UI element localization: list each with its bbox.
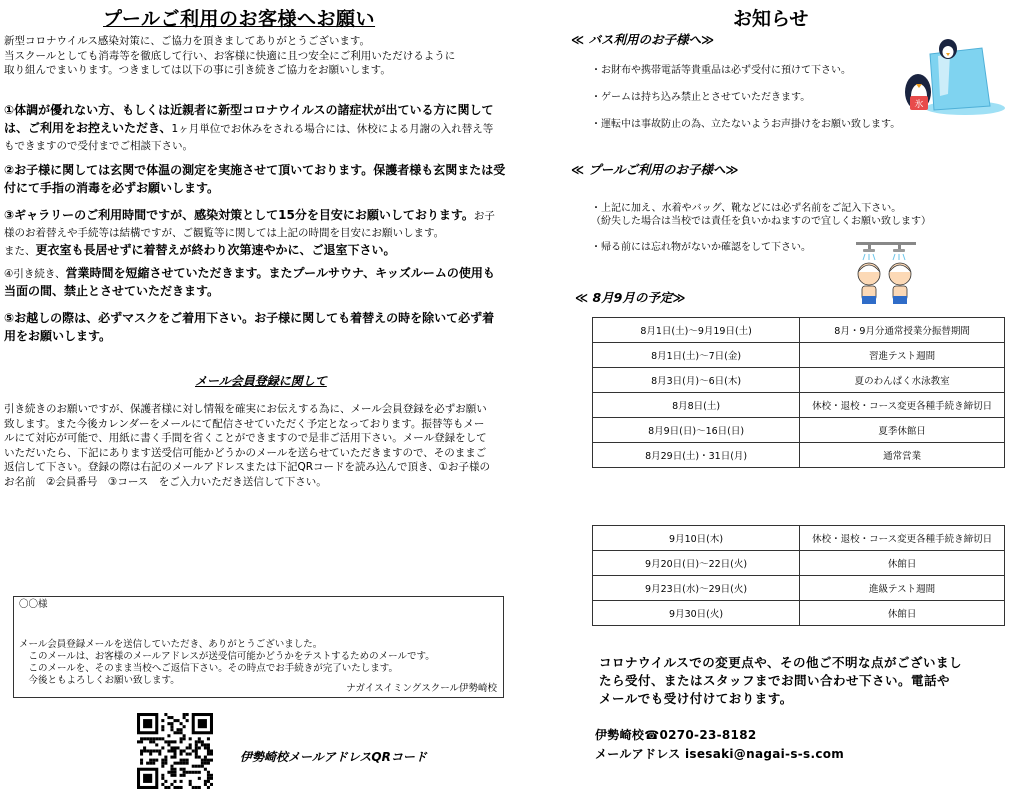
email-body-line: このメールを、そのまま当校へご返信下さい。その時点でお手続きが完了いたします。: [19, 663, 399, 674]
schedule-row: [593, 343, 1005, 368]
mail-para-line: 引き続きのお願いですが、保護者様に対し情報を確実にお伝えする為に、メール会員登録を必ずお願い: [4, 403, 487, 415]
email-address: メールアドレス isesaki@nagai-s-s.com: [595, 747, 845, 761]
event-cell: 8月・9月分通常授業分振替期間: [800, 318, 1005, 343]
intro-line: 当スクールとしても消毒等を徹底して行い、お客様に快適に且つ安全にご利用いただけるように: [4, 49, 456, 62]
penguins-on-ice-illustration: [890, 34, 1008, 116]
schedule-row: [593, 393, 1005, 418]
schedule-section-heading: ≪ 8月9月の予定≫: [575, 290, 686, 305]
email-body-line: このメールは、お客様のメールアドレスが送受信可能かどうかをテストするためのメールです。: [19, 651, 435, 662]
contact-line: コロナウイルスでの変更点や、その他ご不明な点がございまし: [599, 655, 963, 670]
mail-para-line: いただいたら、下記にあります送受信可能かどうかのメールを送らせていただきますので、そのままご: [4, 446, 487, 459]
request-text: 更衣室も長居せずに着替えが終わり次第速やかに、ご退室下さい。: [35, 243, 396, 257]
event-cell: 休館日: [800, 601, 1005, 626]
date-cell: 9月23日(水)～29日(火): [593, 576, 800, 601]
request-text: お子: [473, 210, 495, 222]
mail-para-line: お名前 ②会員番号 ③コース をご入力いただき送信して下さい。: [4, 475, 327, 488]
contact-line: メールでも受け付けております。: [599, 691, 793, 706]
mail-para-line: ルにて対応が可能で、用紙に書く手間を省くことができますので是非ご活用下さい。メール登録をして: [4, 432, 487, 444]
request-text: 用をお願いします。: [4, 329, 112, 343]
pool-section-heading: ≪ プールご利用のお子様へ≫: [571, 162, 739, 177]
schedule-row: [593, 526, 1005, 551]
pool-item-line: （紛失した場合は当校では責任を負いかねますので宜しくお願い致します）: [591, 216, 931, 227]
date-cell: 8月3日(月)～6日(木): [593, 368, 800, 393]
event-cell: 休校・退校・コース変更各種手続き締切日: [800, 393, 1005, 418]
event-cell: 進級テスト週間: [800, 576, 1005, 601]
request-text: 当面の間、禁止とさせていただきます。: [4, 284, 220, 298]
september-schedule-table: [592, 525, 1005, 626]
bus-section-heading: ≪ バス利用のお子様へ≫: [571, 32, 715, 47]
event-cell: 通常営業: [800, 443, 1005, 468]
request-text: 付にて手指の消毒を必ずお願いします。: [4, 181, 220, 195]
pool-item-line: ・上記に加え、水着やバッグ、靴などには必ず名前をご記入下さい。: [591, 203, 902, 214]
intro-paragraph: [4, 34, 504, 78]
schedule-row: [593, 368, 1005, 393]
sample-email-box: [13, 596, 504, 698]
email-signature: ナガイスイミングスクール伊勢崎校: [346, 683, 497, 694]
notice-title: お知らせ: [733, 8, 809, 30]
event-cell: 夏のわんぱく水泳教室: [800, 368, 1005, 393]
pool-item: ・帰る前には忘れ物がないか確認をして下さい。: [591, 242, 811, 253]
event-cell: 夏季休館日: [800, 418, 1005, 443]
request-text: ②お子様に関しては玄関で体温の測定を実施させて頂いております。保護者様も玄関または受: [4, 163, 506, 177]
event-cell: 休校・退校・コース変更各種手続き締切日: [800, 526, 1005, 551]
date-cell: 8月8日(土): [593, 393, 800, 418]
schedule-row: [593, 551, 1005, 576]
schedule-row: [593, 576, 1005, 601]
mail-registration-title: メール会員登録に関して: [195, 374, 327, 388]
event-cell: 習進テスト週間: [800, 343, 1005, 368]
schedule-row: [593, 443, 1005, 468]
request-text: 営業時間を短縮させていただきます。またプールサウナ、キッズルームの使用も: [65, 266, 495, 280]
request-text: ⑤お越しの際は、必ずマスクをご着用下さい。お子様に関しても着替えの時を除いて必ず着: [4, 311, 495, 325]
kids-showering-illustration: [848, 240, 926, 312]
date-cell: 9月30日(火): [593, 601, 800, 626]
request-text: 1ヶ月単位でお休みをされる場合には、休校による月謝の入れ替え等: [171, 123, 494, 135]
date-cell: 8月9日(日)～16日(日): [593, 418, 800, 443]
date-cell: 8月1日(土)～7日(金): [593, 343, 800, 368]
page-title: プールご利用のお客様へお願い: [103, 8, 376, 30]
request-text: ①体調が優れない方、もしくは近親者に新型コロナウイルスの諸症状が出ている方に関して: [4, 103, 494, 117]
email-body-line: 今後ともよろしくお願い致します。: [19, 675, 180, 686]
request-text: ④引き続き、: [4, 268, 66, 280]
email-salutation: 〇〇様: [19, 599, 48, 610]
request-text: もできますので受付までご相談下さい。: [4, 140, 193, 152]
phone-number: 伊勢崎校☎0270-23-8182: [595, 728, 757, 742]
request-item-1: [4, 102, 509, 155]
schedule-row: [593, 318, 1005, 343]
intro-line: 取り組んでまいります。つきましては以下の事に引き続きご協力をお願いします。: [4, 64, 391, 76]
request-text: は、ご利用をお控えいただき、: [4, 121, 172, 135]
mail-para-line: 返信して下さい。登録の際は右記のメールアドレスまたは下記QRコードを読み込んで頂き、①お子様の: [4, 461, 491, 473]
request-item-2: [4, 162, 509, 198]
schedule-row: [593, 601, 1005, 626]
contact-notice: [599, 654, 1009, 708]
request-text: また、: [4, 245, 36, 257]
date-cell: 9月20日(日)～22日(火): [593, 551, 800, 576]
bus-item: ・ゲームは持ち込み禁止とさせていただきます。: [591, 92, 811, 103]
request-text: ③ギャラリーのご利用時間ですが、感染対策として15分を目安にお願いしております。: [4, 208, 474, 222]
request-item-4: [4, 265, 509, 301]
date-cell: 8月29日(土)・31日(月): [593, 443, 800, 468]
email-body-line: メール会員登録メールを送信していただき、ありがとうございました。: [19, 639, 323, 650]
qr-label: 伊勢崎校メールアドレスQRコード: [240, 750, 427, 764]
bus-item: ・お財布や携帯電話等貴重品は必ず受付に預けて下さい。: [591, 65, 851, 76]
date-cell: 9月10日(木): [593, 526, 800, 551]
contact-info: [595, 726, 844, 764]
august-schedule-table: [592, 317, 1005, 468]
svg-text:氷: 氷: [914, 100, 924, 110]
schedule-row: [593, 418, 1005, 443]
pool-item: [591, 202, 931, 228]
request-item-3: [4, 207, 509, 260]
intro-line: 新型コロナウイルス感染対策に、ご協力を頂きましてありがとうございます。: [4, 35, 371, 47]
email-body: [19, 639, 499, 687]
request-item-5: [4, 310, 509, 346]
qr-code: [137, 713, 213, 789]
mail-registration-paragraph: [4, 402, 509, 489]
bus-item: ・運転中は事故防止の為、立たないようお声掛けをお願い致します。: [591, 119, 901, 130]
request-text: 様のお着替えや手続等は結構ですが、ご観覧等に関しては上記の時間を目安にお願いします。: [4, 227, 445, 239]
mail-para-line: 致します。また今後カレンダーをメールにて配信させていただく予定となっております。振替等もメー: [4, 417, 485, 430]
date-cell: 8月1日(土)～9月19日(土): [593, 318, 800, 343]
event-cell: 休館日: [800, 551, 1005, 576]
contact-line: たら受付、またはスタッフまでお問い合わせ下さい。電話や: [599, 673, 951, 688]
